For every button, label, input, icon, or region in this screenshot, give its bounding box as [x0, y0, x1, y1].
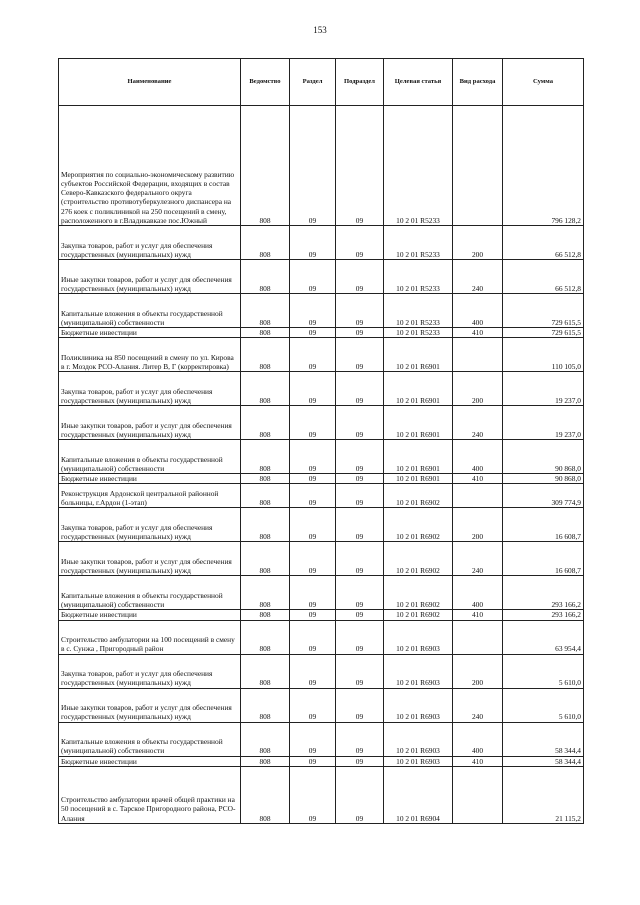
target-article-cell: 10 2 01 R6902	[384, 508, 453, 542]
subsection-cell: 09	[336, 756, 384, 766]
expense-type-cell: 240	[453, 688, 503, 722]
row-name-cell: Иные закупки товаров, работ и услуг для обеспечения государственных (муниципальных) нужд	[59, 260, 241, 294]
subsection-cell: 09	[336, 440, 384, 474]
section-cell: 09	[290, 756, 336, 766]
row-name-cell: Поликлиника на 850 посещений в смену по ул. Кирова в г. Моздок РСО-Алания. Литер В, Г (корректировка)	[59, 338, 241, 372]
column-header-expense-type: Вид расхода	[453, 59, 503, 106]
amount-cell: 21 115,2	[503, 766, 584, 823]
table-row	[59, 338, 584, 372]
table-row	[59, 766, 584, 823]
subsection-cell: 09	[336, 106, 384, 226]
target-article-cell: 10 2 01 R5233	[384, 260, 453, 294]
row-name-cell: Капитальные вложения в объекты государственной (муниципальной) собственности	[59, 576, 241, 610]
department-cell: 808	[241, 576, 290, 610]
section-cell: 09	[290, 766, 336, 823]
expense-type-cell: 410	[453, 610, 503, 620]
target-article-cell: 10 2 01 R6901	[384, 440, 453, 474]
row-name-cell: Закупка товаров, работ и услуг для обеспечения государственных (муниципальных) нужд	[59, 372, 241, 406]
subsection-cell: 09	[336, 294, 384, 328]
department-cell: 808	[241, 654, 290, 688]
target-article-cell: 10 2 01 R6902	[384, 576, 453, 610]
subsection-cell: 09	[336, 226, 384, 260]
department-cell: 808	[241, 226, 290, 260]
target-article-cell: 10 2 01 R6902	[384, 484, 453, 508]
amount-cell: 5 610,0	[503, 688, 584, 722]
row-name-cell: Бюджетные инвестиции	[59, 474, 241, 484]
subsection-cell: 09	[336, 338, 384, 372]
expense-type-cell: 400	[453, 576, 503, 610]
row-name-cell: Иные закупки товаров, работ и услуг для обеспечения государственных (муниципальных) нужд	[59, 406, 241, 440]
row-name-cell: Реконструкция Ардонской центральной районной больницы, г.Ардон (1-этап)	[59, 484, 241, 508]
table-row	[59, 440, 584, 474]
target-article-cell: 10 2 01 R6901	[384, 406, 453, 440]
table-row	[59, 294, 584, 328]
amount-cell: 729 615,5	[503, 328, 584, 338]
subsection-cell: 09	[336, 484, 384, 508]
expense-type-cell: 200	[453, 508, 503, 542]
table-header-row	[59, 59, 584, 106]
target-article-cell: 10 2 01 R6903	[384, 756, 453, 766]
table-row	[59, 654, 584, 688]
row-name-cell: Мероприятия по социально-экономическому развитию субъектов Российской Федерации, входящих в состав Северо-Кавказского федерального округа (строительство противотуберкулезного диспансера на 276 коек с поликлиникой на 250 посещений в смену, расположенного в г.Владикавказе пос.Южный	[59, 106, 241, 226]
target-article-cell: 10 2 01 R6903	[384, 688, 453, 722]
section-cell: 09	[290, 654, 336, 688]
subsection-cell: 09	[336, 328, 384, 338]
table-row	[59, 372, 584, 406]
target-article-cell: 10 2 01 R6901	[384, 338, 453, 372]
department-cell: 808	[241, 722, 290, 756]
row-name-cell: Бюджетные инвестиции	[59, 328, 241, 338]
target-article-cell: 10 2 01 R6901	[384, 474, 453, 484]
section-cell: 09	[290, 406, 336, 440]
column-header-name: Наименование	[59, 59, 241, 106]
table-row	[59, 484, 584, 508]
department-cell: 808	[241, 688, 290, 722]
table-row	[59, 610, 584, 620]
expense-type-cell: 240	[453, 260, 503, 294]
subsection-cell: 09	[336, 620, 384, 654]
subsection-cell: 09	[336, 766, 384, 823]
target-article-cell: 10 2 01 R6904	[384, 766, 453, 823]
row-name-cell: Бюджетные инвестиции	[59, 610, 241, 620]
target-article-cell: 10 2 01 R6901	[384, 372, 453, 406]
department-cell: 808	[241, 406, 290, 440]
expense-type-cell: 400	[453, 440, 503, 474]
table-row	[59, 576, 584, 610]
expense-type-cell	[453, 766, 503, 823]
department-cell: 808	[241, 328, 290, 338]
target-article-cell: 10 2 01 R6903	[384, 722, 453, 756]
department-cell: 808	[241, 338, 290, 372]
subsection-cell: 09	[336, 610, 384, 620]
section-cell: 09	[290, 440, 336, 474]
amount-cell: 90 868,0	[503, 440, 584, 474]
row-name-cell: Бюджетные инвестиции	[59, 756, 241, 766]
table-row	[59, 542, 584, 576]
amount-cell: 58 344,4	[503, 722, 584, 756]
section-cell: 09	[290, 620, 336, 654]
row-name-cell: Строительство амбулатории на 100 посещений в смену в с. Сунжа , Пригородный район	[59, 620, 241, 654]
expense-type-cell	[453, 338, 503, 372]
row-name-cell: Строительство амбулатории врачей общей практики на 50 посещений в с. Тарское Пригородного района, РСО-Алания	[59, 766, 241, 823]
section-cell: 09	[290, 484, 336, 508]
column-header-amount: Сумма	[503, 59, 584, 106]
expense-type-cell	[453, 620, 503, 654]
amount-cell: 16 608,7	[503, 508, 584, 542]
amount-cell: 66 512,8	[503, 226, 584, 260]
amount-cell: 729 615,5	[503, 294, 584, 328]
department-cell: 808	[241, 372, 290, 406]
target-article-cell: 10 2 01 R5233	[384, 328, 453, 338]
column-header-department: Ведомство	[241, 59, 290, 106]
department-cell: 808	[241, 440, 290, 474]
department-cell: 808	[241, 474, 290, 484]
amount-cell: 293 166,2	[503, 576, 584, 610]
row-name-cell: Закупка товаров, работ и услуг для обеспечения государственных (муниципальных) нужд	[59, 226, 241, 260]
budget-table	[58, 58, 584, 824]
department-cell: 808	[241, 294, 290, 328]
table-row	[59, 474, 584, 484]
expense-type-cell: 240	[453, 542, 503, 576]
expense-type-cell: 240	[453, 406, 503, 440]
amount-cell: 309 774,9	[503, 484, 584, 508]
department-cell: 808	[241, 620, 290, 654]
section-cell: 09	[290, 688, 336, 722]
expense-type-cell	[453, 484, 503, 508]
amount-cell: 66 512,8	[503, 260, 584, 294]
table-row	[59, 260, 584, 294]
table-row	[59, 106, 584, 226]
table-body	[59, 106, 584, 824]
row-name-cell: Капитальные вложения в объекты государственной (муниципальной) собственности	[59, 722, 241, 756]
subsection-cell: 09	[336, 406, 384, 440]
row-name-cell: Закупка товаров, работ и услуг для обеспечения государственных (муниципальных) нужд	[59, 654, 241, 688]
table-row	[59, 756, 584, 766]
amount-cell: 90 868,0	[503, 474, 584, 484]
table-row	[59, 508, 584, 542]
subsection-cell: 09	[336, 260, 384, 294]
row-name-cell: Иные закупки товаров, работ и услуг для обеспечения государственных (муниципальных) нужд	[59, 542, 241, 576]
department-cell: 808	[241, 484, 290, 508]
section-cell: 09	[290, 338, 336, 372]
department-cell: 808	[241, 610, 290, 620]
table-row	[59, 620, 584, 654]
section-cell: 09	[290, 260, 336, 294]
row-name-cell: Капитальные вложения в объекты государственной (муниципальной) собственности	[59, 440, 241, 474]
target-article-cell: 10 2 01 R5233	[384, 294, 453, 328]
amount-cell: 58 344,4	[503, 756, 584, 766]
subsection-cell: 09	[336, 576, 384, 610]
expense-type-cell: 410	[453, 474, 503, 484]
section-cell: 09	[290, 542, 336, 576]
section-cell: 09	[290, 474, 336, 484]
table-row	[59, 406, 584, 440]
amount-cell: 293 166,2	[503, 610, 584, 620]
expense-type-cell: 400	[453, 722, 503, 756]
section-cell: 09	[290, 328, 336, 338]
amount-cell: 19 237,0	[503, 406, 584, 440]
expense-type-cell: 200	[453, 226, 503, 260]
section-cell: 09	[290, 576, 336, 610]
target-article-cell: 10 2 01 R6903	[384, 620, 453, 654]
target-article-cell: 10 2 01 R6902	[384, 542, 453, 576]
target-article-cell: 10 2 01 R5233	[384, 106, 453, 226]
expense-type-cell: 410	[453, 328, 503, 338]
amount-cell: 5 610,0	[503, 654, 584, 688]
subsection-cell: 09	[336, 654, 384, 688]
table-row	[59, 722, 584, 756]
expense-type-cell: 200	[453, 654, 503, 688]
section-cell: 09	[290, 106, 336, 226]
section-cell: 09	[290, 294, 336, 328]
subsection-cell: 09	[336, 508, 384, 542]
department-cell: 808	[241, 508, 290, 542]
amount-cell: 19 237,0	[503, 372, 584, 406]
row-name-cell: Иные закупки товаров, работ и услуг для обеспечения государственных (муниципальных) нужд	[59, 688, 241, 722]
subsection-cell: 09	[336, 542, 384, 576]
target-article-cell: 10 2 01 R6902	[384, 610, 453, 620]
section-cell: 09	[290, 372, 336, 406]
amount-cell: 63 954,4	[503, 620, 584, 654]
table-row	[59, 226, 584, 260]
column-header-target-article: Целевая статья	[384, 59, 453, 106]
section-cell: 09	[290, 610, 336, 620]
target-article-cell: 10 2 01 R6903	[384, 654, 453, 688]
expense-type-cell	[453, 106, 503, 226]
column-header-section: Раздел	[290, 59, 336, 106]
department-cell: 808	[241, 106, 290, 226]
section-cell: 09	[290, 226, 336, 260]
subsection-cell: 09	[336, 688, 384, 722]
section-cell: 09	[290, 722, 336, 756]
section-cell: 09	[290, 508, 336, 542]
amount-cell: 110 105,0	[503, 338, 584, 372]
department-cell: 808	[241, 542, 290, 576]
row-name-cell: Закупка товаров, работ и услуг для обеспечения государственных (муниципальных) нужд	[59, 508, 241, 542]
subsection-cell: 09	[336, 474, 384, 484]
expense-type-cell: 410	[453, 756, 503, 766]
target-article-cell: 10 2 01 R5233	[384, 226, 453, 260]
department-cell: 808	[241, 756, 290, 766]
row-name-cell: Капитальные вложения в объекты государственной (муниципальной) собственности	[59, 294, 241, 328]
department-cell: 808	[241, 260, 290, 294]
subsection-cell: 09	[336, 372, 384, 406]
page-number: 153	[313, 25, 327, 35]
column-header-subsection: Подраздел	[336, 59, 384, 106]
table-row	[59, 328, 584, 338]
department-cell: 808	[241, 766, 290, 823]
expense-type-cell: 200	[453, 372, 503, 406]
table-row	[59, 688, 584, 722]
amount-cell: 796 128,2	[503, 106, 584, 226]
amount-cell: 16 608,7	[503, 542, 584, 576]
expense-type-cell: 400	[453, 294, 503, 328]
subsection-cell: 09	[336, 722, 384, 756]
